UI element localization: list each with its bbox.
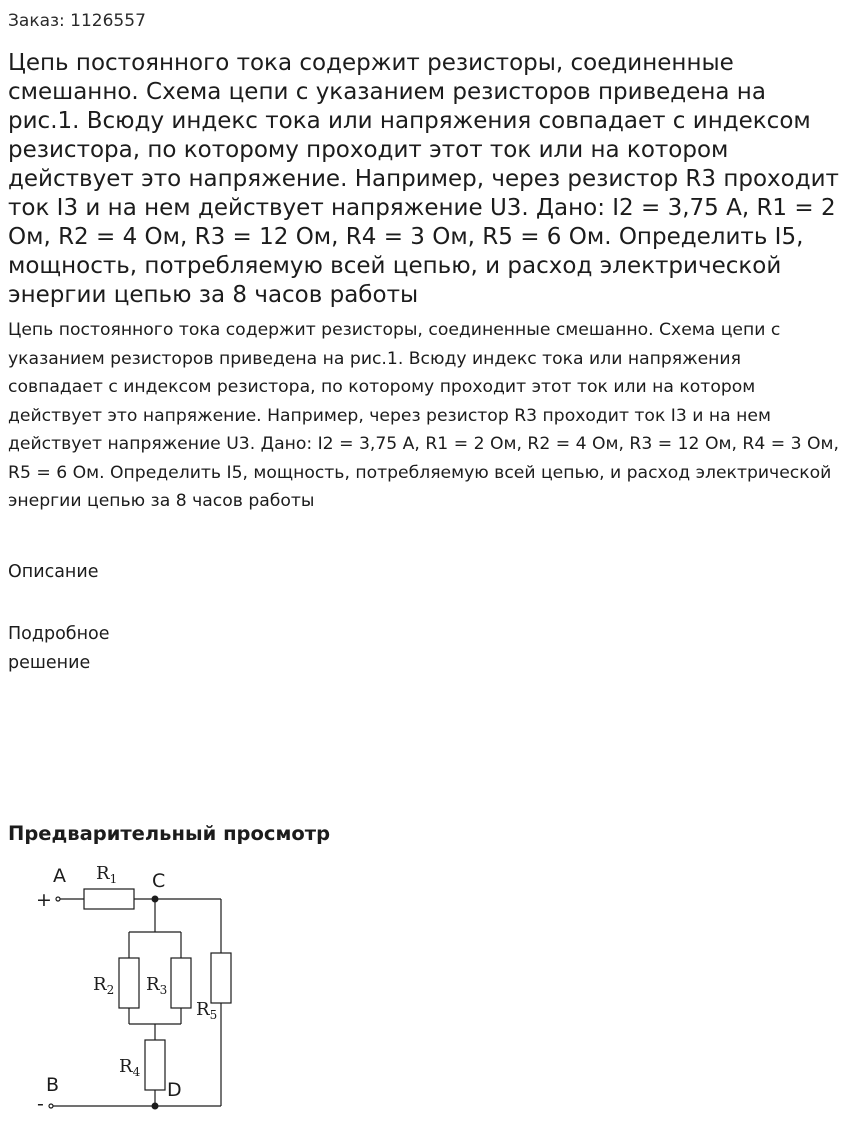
terminal-a-dot (56, 897, 60, 901)
terminal-minus-label: - (37, 1093, 44, 1115)
junction-c (152, 896, 159, 903)
detailed-solution-label[interactable]: Подробное решение (8, 624, 110, 673)
resistor-label-r2: $R_2$ (93, 974, 115, 997)
order-number: Заказ: 1126557 (8, 11, 146, 31)
description-label[interactable]: Описание (8, 562, 99, 582)
node-label-d: D (167, 1079, 182, 1101)
resistor-label-r5: $R_5$ (196, 999, 218, 1022)
resistor-label-r1: $R_1$ (96, 863, 118, 886)
terminal-plus-label: + (36, 889, 52, 911)
task-title: Цепь постоянного тока содержит резисторы, соединенные смешанно. Схема цепи с указанием резисторов приведена на рис.1. Всюду индекс тока или напряжения совпадает с индексом резистора, по которому проходит этот ток или на котором действует это напряжение. Например, через резистор R3 проходит ток I3 и на нем действует напряжение U3. Дано: I2 = 3,75 А, R1 = 2 Ом, R2 = 4 Ом, R3 = 12 Ом, R4 = 3 Ом, R5 = 6 Ом. Определить I5, мощность, потребляемую всей цепью, и расход электрической энергии цепью за 8 часов работы (8, 50, 839, 308)
node-label-c: C (152, 870, 166, 892)
terminal-b-dot (49, 1104, 53, 1108)
node-label-b: B (46, 1074, 60, 1096)
preview-heading: Предварительный просмотр (8, 822, 331, 845)
resistor-r3 (171, 958, 191, 1008)
resistor-r2 (119, 958, 139, 1008)
resistor-r5 (211, 953, 231, 1003)
junction-d (152, 1103, 159, 1110)
resistor-r4 (145, 1040, 165, 1090)
node-label-a: A (53, 865, 66, 887)
circuit-diagram (0, 850, 260, 1120)
resistor-label-r3: $R_3$ (146, 974, 168, 997)
resistor-label-r4: $R_4$ (119, 1056, 141, 1079)
task-description: Цепь постоянного тока содержит резисторы, соединенные смешанно. Схема цепи с указанием резисторов приведена на рис.1. Всюду индекс тока или напряжения совпадает с индексом резистора, по которому проходит этот ток или на котором действует это напряжение. Например, через резистор R3 проходит ток I3 и на нем действует напряжение U3. Дано: I2 = 3,75 А, R1 = 2 Ом, R2 = 4 Ом, R3 = 12 Ом, R4 = 3 Ом, R5 = 6 Ом. Определить I5, мощность, потребляемую всей цепью, и расход электрической энергии цепью за 8 часов работы (8, 320, 839, 511)
resistor-r1 (84, 889, 134, 909)
